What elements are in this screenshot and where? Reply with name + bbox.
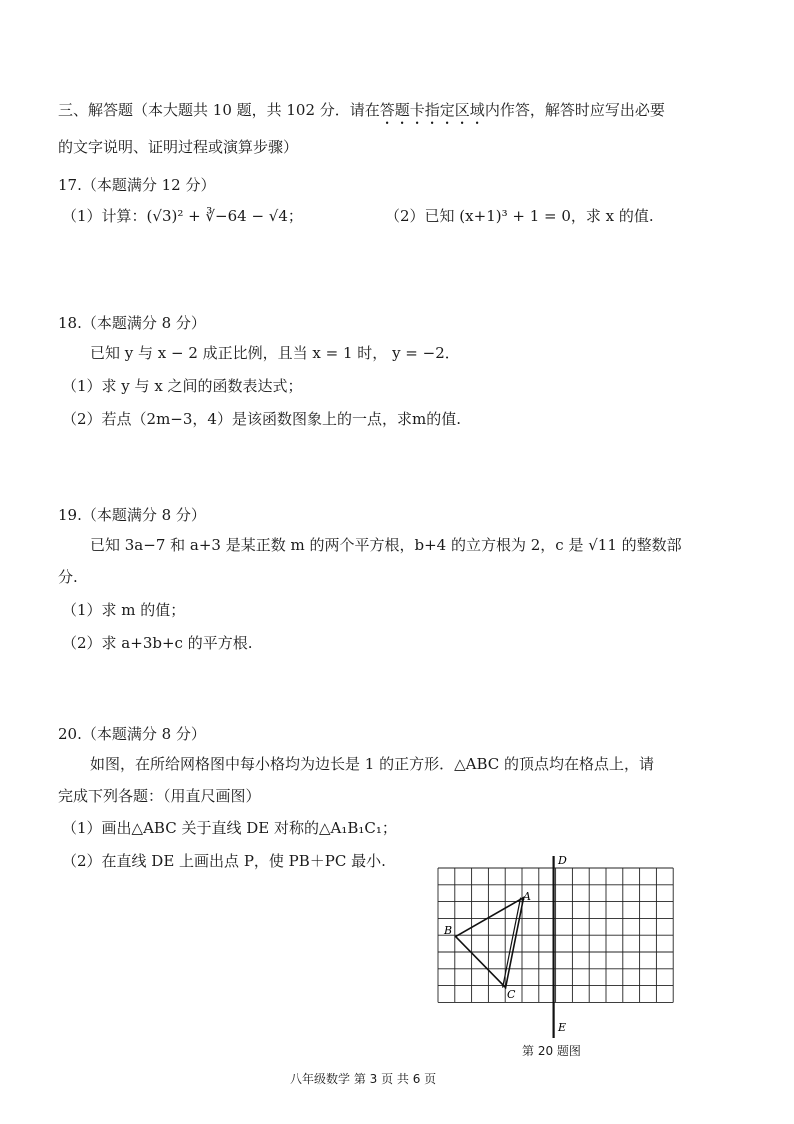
q20-grid-figure	[428, 848, 690, 1048]
grid-lines	[438, 868, 673, 1002]
q19-title: 19.（本题满分 8 分）	[58, 506, 206, 524]
label-b: B	[444, 924, 453, 937]
section-header-emphasis: 答题卡指定区域	[379, 101, 485, 119]
label-c: C	[507, 988, 516, 1001]
q18-part1: （1）求 y 与 x 之间的函数表达式；	[62, 377, 303, 395]
q17-title: 17.（本题满分 12 分）	[58, 176, 216, 194]
figure-caption: 第 20 题图	[522, 1044, 581, 1058]
q19-part2: （2）求 a+3b+c 的平方根.	[62, 634, 253, 652]
triangle-abc	[456, 898, 524, 988]
label-a: A	[523, 890, 531, 903]
q17-part1: （1）计算：(√3)² + ∛−64 − √4；	[62, 207, 303, 225]
label-d: D	[558, 854, 567, 867]
q17-part2: （2）已知 (x+1)³ + 1 = 0，求 x 的值.	[385, 207, 654, 225]
q20-part1: （1）画出△ABC 关于直线 DE 对称的△A₁B₁C₁；	[62, 819, 397, 837]
q20-part2: （2）在直线 DE 上画出点 P，使 PB＋PC 最小.	[62, 852, 386, 870]
page-footer: 八年级数学 第 3 页 共 6 页	[290, 1072, 437, 1086]
label-e: E	[558, 1021, 567, 1034]
q20-stem-line1: 如图，在所给网格图中每小格均为边长是 1 的正方形．△ABC 的顶点均在格点上，请	[90, 755, 654, 773]
section-header-part-b: 内作答，解答时应写出必要	[484, 101, 665, 119]
q20-title: 20.（本题满分 8 分）	[58, 725, 206, 743]
q20-stem-line2: 完成下列各题：（用直尺画图）	[58, 787, 261, 805]
q19-stem-line1: 已知 3a−7 和 a+3 是某正数 m 的两个平方根，b+4 的立方根为 2，c 是 √11 的整数部	[90, 536, 682, 554]
q19-stem-line2: 分.	[58, 568, 78, 586]
section-header-line2: 的文字说明、证明过程或演算步骤）	[58, 138, 299, 156]
section-header-line1	[58, 100, 665, 128]
q18-stem: 已知 y 与 x − 2 成正比例，且当 x = 1 时， y = −2．	[90, 344, 460, 362]
q18-part2: （2）若点（2m−3，4）是该函数图象上的一点，求m的值.	[62, 410, 461, 428]
q18-title: 18.（本题满分 8 分）	[58, 314, 206, 332]
section-header-part-a: 三、解答题（本大题共 10 题，共 102 分．请在	[58, 101, 380, 119]
q19-part1: （1）求 m 的值；	[62, 601, 186, 619]
